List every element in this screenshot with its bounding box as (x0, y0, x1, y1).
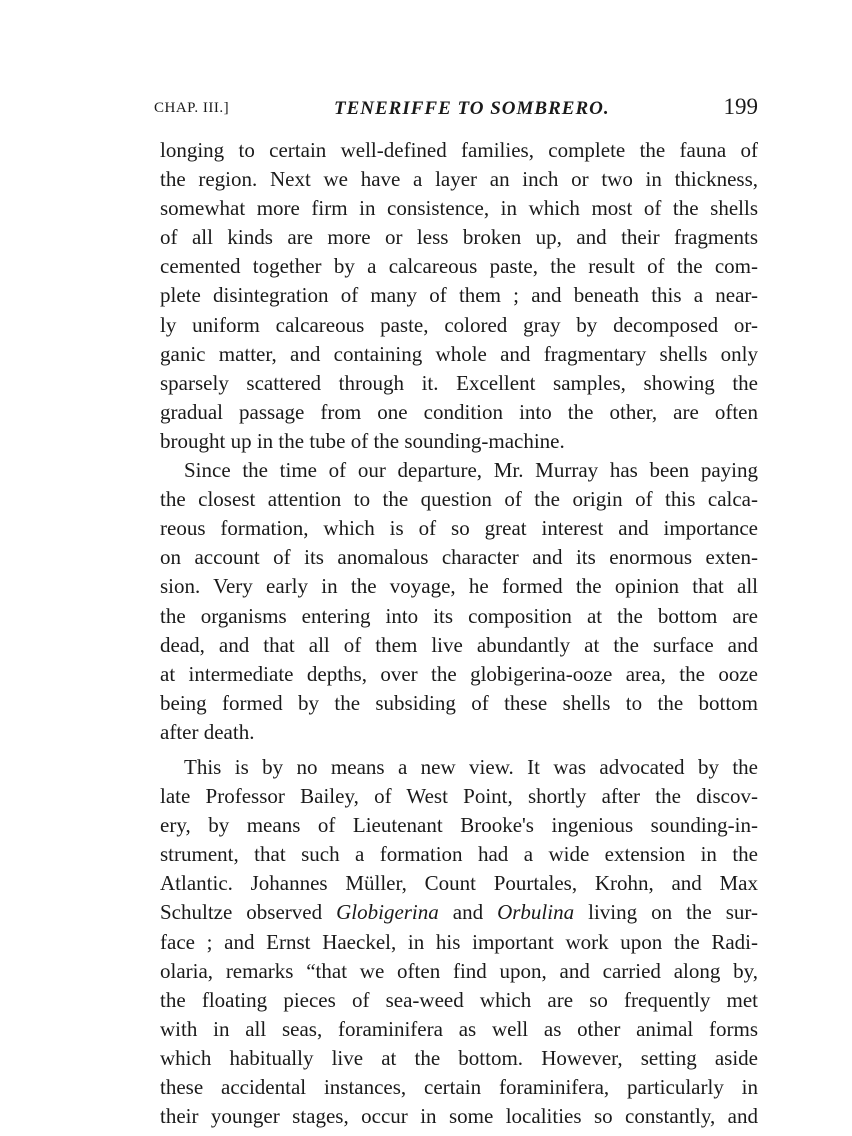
text-line: Schultze observed Globigerina and Orbulina living on the sur- (160, 900, 758, 925)
text-line: the closest attention to the question of the origin of this calca- (160, 487, 758, 512)
paragraph-1 (160, 136, 758, 456)
text-line: on account of its anomalous character and its enormous exten- (160, 545, 758, 570)
page-number: 199 (723, 94, 758, 119)
text-line: their younger stages, occur in some localities so constantly, and (160, 1104, 758, 1129)
text-line: the floating pieces of sea-weed which are so frequently met (160, 987, 758, 1012)
running-title: TENERIFFE TO SOMBRERO. (334, 98, 610, 119)
text-line: strument, that such a formation had a wide extension in the (160, 842, 758, 867)
text-line: plete disintegration of many of them ; and beneath this a near- (160, 283, 758, 308)
chapter-label: CHAP. III.] (154, 100, 230, 116)
paragraph-3 (160, 753, 758, 1131)
text-line: ery, by means of Lieutenant Brooke's ingenious sounding-in- (160, 813, 758, 838)
paragraph-2 (160, 456, 758, 747)
text-line: cemented together by a calcareous paste, the result of the com- (160, 254, 758, 279)
text-line: ly uniform calcareous paste, colored gray by decomposed or- (160, 312, 758, 337)
text-line: being formed by the subsiding of these shells to the bottom (160, 690, 758, 715)
text-line: these accidental instances, certain foraminifera, particularly in (160, 1075, 758, 1099)
text-line: which habitually live at the bottom. However, setting aside (160, 1045, 758, 1070)
text-line: Atlantic. Johannes Müller, Count Pourtales, Krohn, and Max (160, 871, 758, 896)
text-line: after death. (160, 719, 255, 744)
text-line: Since the time of our departure, Mr. Murray has been paying (184, 458, 758, 483)
text-line: reous formation, which is of so great interest and importance (160, 516, 758, 541)
text-line: the organisms entering into its composition at the bottom are (160, 603, 758, 628)
text-line: This is by no means a new view. It was advocated by the (184, 754, 758, 779)
text-line: face ; and Ernst Haeckel, in his important work upon the Radi- (160, 929, 758, 954)
text-line: ganic matter, and containing whole and fragmentary shells only (160, 341, 758, 366)
text-line: sparsely scattered through it. Excellent samples, showing the (160, 370, 758, 395)
text-line: olaria, remarks “that we often find upon, and carried along by, (160, 958, 758, 983)
text-line: sion. Very early in the voyage, he formed the opinion that all (160, 574, 758, 599)
text-line: the region. Next we have a layer an inch or two in thickness, (160, 167, 758, 192)
text-line: dead, and that all of them live abundantly at the surface and (160, 632, 758, 657)
running-header (152, 94, 758, 124)
text-line: at intermediate depths, over the globigerina-ooze area, the ooze (160, 661, 758, 686)
text-line: somewhat more firm in consistence, in which most of the shells (160, 196, 758, 221)
text-line: brought up in the tube of the sounding-machine. (160, 428, 565, 453)
body-text (160, 136, 758, 1131)
text-line: with in all seas, foraminifera as well as other animal forms (160, 1016, 758, 1041)
text-line: late Professor Bailey, of West Point, shortly after the discov- (160, 784, 758, 809)
text-line: gradual passage from one condition into the other, are often (160, 399, 758, 424)
text-line: of all kinds are more or less broken up, and their fragments (160, 225, 758, 250)
text-line: longing to certain well-defined families, complete the fauna of (160, 138, 758, 162)
